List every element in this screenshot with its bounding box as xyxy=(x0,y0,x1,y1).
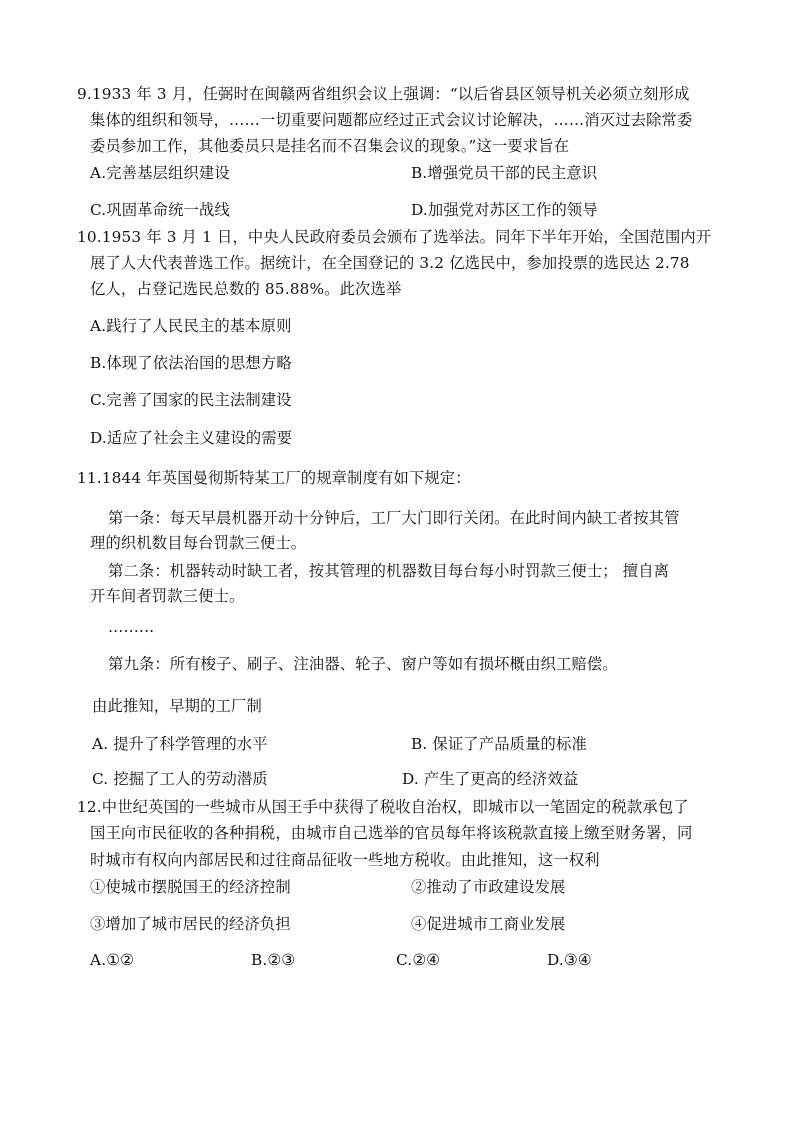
q12-stem-line-2: 国王向市民征收的各种捐税，由城市自己选举的官员每年将该税款直接上缴至财务署，同 xyxy=(90,824,693,842)
q9-option-c: C.巩固革命统一战线 xyxy=(90,201,230,219)
q11-quote-line-5: 第九条：所有梭子、刷子、注油器、轮子、窗户等如有损坏概由织工赔偿。 xyxy=(108,655,618,673)
q10-stem-line-3: 亿人，占登记选民总数的 85.88%。此次选举 xyxy=(90,280,402,298)
q12-option-b: B.②③ xyxy=(251,951,296,969)
q10-option-a: A.践行了人民民主的基本原则 xyxy=(90,317,292,335)
q10-stem-line-1: 10.1953 年 3 月 1 日，中央人民政府委员会颁布了选举法。同年下半年开始，全国范围内开 xyxy=(77,228,712,246)
q12-option-c: C.②④ xyxy=(396,951,441,969)
q10-option-c: C.完善了国家的民主法制建设 xyxy=(90,391,292,409)
q11-lead: 由此推知，早期的工厂制 xyxy=(92,697,262,715)
q11-quote-line-1: 第一条：每天早晨机器开动十分钟后，工厂大门即行关闭。在此时间内缺工者按其管 xyxy=(108,509,680,527)
q12-item-3: ③增加了城市居民的经济负担 xyxy=(90,915,291,933)
q9-option-a: A.完善基层组织建设 xyxy=(90,164,230,182)
q11-quote-ellipsis: ……… xyxy=(108,618,155,636)
q9-stem-line-3: 委员参加工作，其他委员只是挂名而不召集会议的现象。”这一要求旨在 xyxy=(90,137,570,155)
q9-stem-line-1: 9.1933 年 3 月，任弼时在闽赣两省组织会议上强调：“以后省县区领导机关必须立刻形成 xyxy=(77,85,690,103)
q9-option-d: D.加强党对苏区工作的领导 xyxy=(411,201,598,219)
q12-option-d: D.③④ xyxy=(547,951,592,969)
q11-quote-line-4: 开车间者罚款三便士。 xyxy=(90,587,245,605)
q11-stem: 11.1844 年英国曼彻斯特某工厂的规章制度有如下规定： xyxy=(77,469,471,487)
q12-item-2: ②推动了市政建设发展 xyxy=(411,878,566,896)
q11-option-b: B. 保证了产品质量的标准 xyxy=(411,735,587,753)
q10-option-d: D.适应了社会主义建设的需要 xyxy=(90,429,293,447)
q12-stem-line-1: 12.中世纪英国的一些城市从国王手中获得了税收自治权，即城市以一笔固定的税款承包了 xyxy=(77,798,689,816)
q12-item-4: ④促进城市工商业发展 xyxy=(411,915,566,933)
q9-stem-line-2: 集体的组织和领导，……一切重要问题都应经过正式会议讨论解决，……消灭过去除常委 xyxy=(90,111,693,129)
q12-item-1: ①使城市摆脱国王的经济控制 xyxy=(90,878,291,896)
q11-option-a: A. 提升了科学管理的水平 xyxy=(92,735,268,753)
q11-quote-line-3: 第二条：机器转动时缺工者，按其管理的机器数目每台每小时罚款三便士； 擅自离 xyxy=(108,562,670,580)
q9-option-b: B.增强党员干部的民主意识 xyxy=(411,164,598,182)
q10-option-b: B.体现了依法治国的思想方略 xyxy=(90,354,292,372)
q10-stem-line-2: 展了人大代表普选工作。据统计，在全国登记的 3.2 亿选民中，参加投票的选民达 2.78 xyxy=(90,254,690,272)
q11-option-c: C. 挖掘了工人的劳动潜质 xyxy=(92,770,268,788)
q12-option-a: A.①② xyxy=(90,951,134,969)
q11-option-d: D. 产生了更高的经济效益 xyxy=(402,770,579,788)
q11-quote-line-2: 理的织机数目每台罚款三便士。 xyxy=(90,534,307,552)
q12-stem-line-3: 时城市有权向内部居民和过往商品征收一些地方税收。由此推知，这一权利 xyxy=(90,851,600,869)
